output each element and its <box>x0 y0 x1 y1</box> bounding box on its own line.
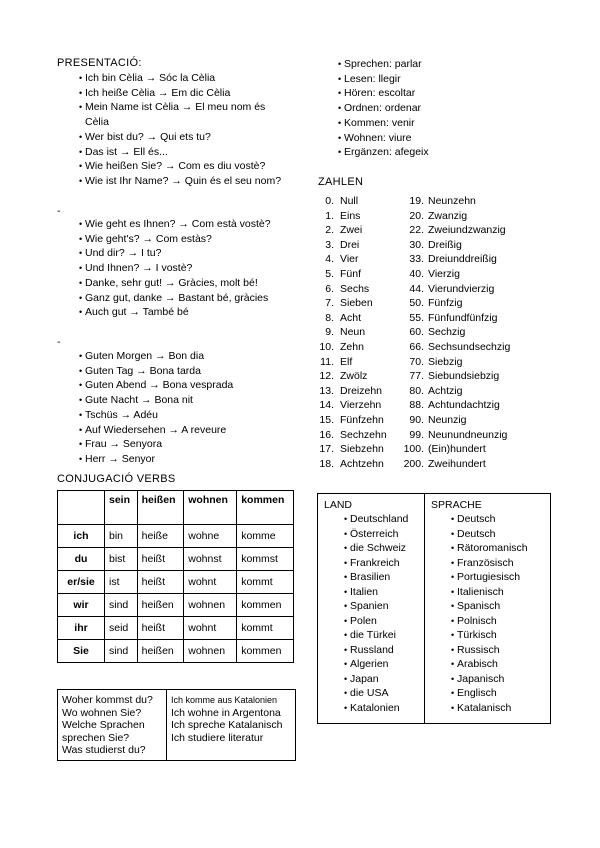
land-item: • Frankreich <box>344 556 424 571</box>
number-digit: 14. <box>319 399 334 412</box>
number-digit: 5. <box>325 267 334 280</box>
number-digit: 15. <box>319 413 334 426</box>
conjugation-cell: seid <box>105 617 138 640</box>
number-digit: 100. <box>403 443 424 456</box>
conjugation-cell: heißt <box>137 571 184 594</box>
question-text: Welche Sprachen sprechen Sie? <box>62 719 145 744</box>
number-digit: 9. <box>325 326 334 339</box>
phrase-item: • Gute Nacht → Bona nit <box>79 393 289 408</box>
number-word: Sechzig <box>428 326 466 339</box>
conjugation-cell: bist <box>105 548 138 571</box>
number-digit: 13. <box>319 384 334 397</box>
number-digit: 99. <box>409 428 424 441</box>
answer-text: Ich studiere literatur <box>171 731 264 744</box>
phrase-item: • Guten Morgen → Bon dia <box>79 349 289 364</box>
verb-item: • Hören: escoltar <box>338 86 518 101</box>
sprache-item: • Italienisch <box>451 585 550 600</box>
number-digit: 4. <box>325 253 334 266</box>
sprache-item: • Englisch <box>451 686 550 701</box>
separator-dash: - <box>57 336 61 348</box>
number-digit: 2. <box>325 224 334 237</box>
pronoun-cell: ihr <box>58 617 105 640</box>
number-word: Neunzig <box>428 413 467 426</box>
number-digit: 200. <box>403 457 424 470</box>
number-row <box>318 238 558 253</box>
presentacio-heading: PRESENTACIÓ: <box>57 57 142 69</box>
number-digit: 8. <box>325 311 334 324</box>
conjugation-cell: komme <box>237 525 294 548</box>
number-word: Siebundsiebzig <box>428 370 500 383</box>
number-digit: 6. <box>325 282 334 295</box>
land-item: • Brasilien <box>344 570 424 585</box>
verb-table-row <box>58 594 294 617</box>
sprache-heading: SPRACHE <box>431 499 482 511</box>
number-row <box>318 355 558 370</box>
sprache-item: • Russisch <box>451 643 550 658</box>
phrase-item: • Ich bin Cèlia → Sóc la Cèlia <box>79 71 289 86</box>
number-digit: 30. <box>409 238 424 251</box>
conjugation-cell: bin <box>105 525 138 548</box>
number-word: Drei <box>340 238 360 251</box>
question-text: Wo wohnen Sie? <box>62 706 142 719</box>
land-item: • Spanien <box>344 599 424 614</box>
conjugation-cell: kommt <box>237 571 294 594</box>
number-digit: 70. <box>409 355 424 368</box>
number-digit: 20. <box>409 209 424 222</box>
number-word: Dreizehn <box>340 384 383 397</box>
verb-table-row <box>58 571 294 594</box>
qa-box <box>57 689 296 761</box>
conjugation-cell: sind <box>105 640 138 663</box>
conjugation-cell: kommen <box>237 640 294 663</box>
verb-item: • Lesen: llegir <box>338 72 518 87</box>
pronoun-cell: Sie <box>58 640 105 663</box>
phrase-item: • Wie heißen Sie? → Com es diu vostè? <box>79 159 289 174</box>
number-word: Elf <box>340 355 353 368</box>
number-digit: 1. <box>325 209 334 222</box>
verb-table-row <box>58 640 294 663</box>
pronoun-cell: wir <box>58 594 105 617</box>
number-word: Fünfzehn <box>340 413 384 426</box>
number-row <box>318 209 558 224</box>
verb-table-row <box>58 525 294 548</box>
number-word: (Ein)hundert <box>428 443 486 456</box>
phrase-item: • Wie ist Ihr Name? → Quin és el seu nom? <box>79 174 289 189</box>
conjugation-cell: heiße <box>137 525 184 548</box>
land-item: • die Türkei <box>344 628 424 643</box>
number-digit: 10. <box>319 340 334 353</box>
number-row <box>318 369 558 384</box>
conjugation-cell: heißen <box>137 594 184 617</box>
number-word: Neunundneunzig <box>428 428 508 441</box>
number-digit: 40. <box>409 267 424 280</box>
number-digit: 90. <box>409 413 424 426</box>
sprache-list <box>451 512 550 715</box>
verb-item: • Sprechen: parlar <box>338 57 518 72</box>
answer-text: Ich komme aus Katalonien <box>171 695 278 705</box>
land-item: • Algerien <box>344 657 424 672</box>
conjugation-cell: kommen <box>237 594 294 617</box>
presentacio-group1 <box>79 71 289 189</box>
phrase-item: • Wie geht's? → Com estàs? <box>79 232 284 247</box>
number-row <box>318 398 558 413</box>
number-digit: 77. <box>409 370 424 383</box>
number-digit: 7. <box>325 297 334 310</box>
number-word: Acht <box>340 311 362 324</box>
verb-table-header <box>58 491 294 525</box>
number-row <box>318 457 558 472</box>
sprache-item: • Katalanisch <box>451 701 550 716</box>
number-word: Dreiunddreißig <box>428 253 497 266</box>
verb-table-row <box>58 548 294 571</box>
verb-column-header: wohnen <box>184 491 237 525</box>
number-word: Sechzehn <box>340 428 387 441</box>
sprache-item: • Arabisch <box>451 657 550 672</box>
number-digit: 50. <box>409 297 424 310</box>
number-digit: 55. <box>409 311 424 324</box>
sprache-item: • Japanisch <box>451 672 550 687</box>
verb-table-row <box>58 617 294 640</box>
verb-column-header: kommen <box>237 491 294 525</box>
sprache-item: • Portugiesisch <box>451 570 550 585</box>
verb-item: • Kommen: venir <box>338 116 518 131</box>
pronoun-cell: ich <box>58 525 105 548</box>
number-word: Null <box>340 195 359 207</box>
land-item: • Deutschland <box>344 512 424 527</box>
number-word: Zweihundert <box>428 457 486 470</box>
konjugacio-heading: CONJUGACIÓ VERBS <box>57 473 176 485</box>
number-digit: 19. <box>409 195 424 207</box>
number-digit: 33. <box>409 253 424 266</box>
presentacio-group2 <box>79 217 284 320</box>
phrase-item: • Mein Name ist Cèlia → El meu nom és Cèlia <box>79 100 289 129</box>
sprache-item: • Spanisch <box>451 599 550 614</box>
verb-table <box>57 490 294 663</box>
verb-table-corner <box>58 491 105 525</box>
number-word: Achtzig <box>428 384 463 397</box>
sprache-item: • Deutsch <box>451 512 550 527</box>
number-word: Siebzig <box>428 355 463 368</box>
land-item: • Japan <box>344 672 424 687</box>
number-word: Siebzehn <box>340 443 384 456</box>
phrase-item: • Ich heiße Cèlia → Em dic Cèlia <box>79 86 289 101</box>
sprache-item: • Rätoromanisch <box>451 541 550 556</box>
number-word: Neunzehn <box>428 195 476 207</box>
answer-text: Ich wohne in Argentona <box>171 706 281 719</box>
pronoun-cell: du <box>58 548 105 571</box>
sprache-column <box>425 494 550 723</box>
sprache-item: • Französisch <box>451 556 550 571</box>
presentacio-group3 <box>79 349 289 467</box>
number-digit: 80. <box>409 384 424 397</box>
land-item: • die Schweiz <box>344 541 424 556</box>
number-digit: 3. <box>325 238 334 251</box>
phrase-item: • Wer bist du? → Qui ets tu? <box>79 130 289 145</box>
number-digit: 44. <box>409 282 424 295</box>
phrase-item: • Guten Tag → Bona tarda <box>79 364 289 379</box>
land-column <box>318 494 425 723</box>
zahlen-list <box>318 194 558 471</box>
phrase-item: • Und dir? → I tu? <box>79 246 284 261</box>
question-text: Woher kommst du? <box>62 694 153 706</box>
number-word: Fünf <box>340 267 362 280</box>
sprache-item: • Türkisch <box>451 628 550 643</box>
number-row <box>318 223 558 238</box>
number-row <box>318 252 558 267</box>
conjugation-cell: kommt <box>237 617 294 640</box>
separator-dash: - <box>57 205 61 217</box>
land-item: • Russland <box>344 643 424 658</box>
number-word: Zwölz <box>340 370 368 383</box>
conjugation-cell: ist <box>105 571 138 594</box>
number-digit: 16. <box>319 428 334 441</box>
number-digit: 60. <box>409 326 424 339</box>
number-word: Vier <box>340 253 359 266</box>
number-word: Fünfzig <box>428 297 463 310</box>
verb-item: • Ordnen: ordenar <box>338 101 518 116</box>
sprache-item: • Deutsch <box>451 527 550 542</box>
number-row <box>318 442 558 457</box>
conjugation-cell: kommst <box>237 548 294 571</box>
land-item: • Polen <box>344 614 424 629</box>
conjugation-cell: wohnen <box>184 640 237 663</box>
conjugation-cell: heißen <box>137 640 184 663</box>
conjugation-cell: wohnt <box>184 571 237 594</box>
pronoun-cell: er/sie <box>58 571 105 594</box>
land-item: • Katalonien <box>344 701 424 716</box>
phrase-item: • Herr → Senyor <box>79 452 289 467</box>
number-row <box>318 428 558 443</box>
number-word: Zweiundzwanzig <box>428 224 506 237</box>
land-item: • Italien <box>344 585 424 600</box>
phrase-item: • Wie geht es Ihnen? → Com està vostè? <box>79 217 284 232</box>
verb-vocabulary <box>338 57 518 160</box>
verb-column-header: sein <box>105 491 138 525</box>
conjugation-cell: wohnst <box>184 548 237 571</box>
number-row <box>318 384 558 399</box>
conjugation-cell: heißt <box>137 548 184 571</box>
number-word: Fünfundfünfzig <box>428 311 498 324</box>
number-row <box>318 194 558 209</box>
number-word: Sechs <box>340 282 370 295</box>
land-sprache-box <box>317 493 551 724</box>
land-item: • die USA <box>344 686 424 701</box>
conjugation-cell: wohnen <box>184 594 237 617</box>
number-row <box>318 413 558 428</box>
phrase-item: • Auf Wiedersehen → A reveure <box>79 423 289 438</box>
number-digit: 18. <box>319 457 334 470</box>
conjugation-cell: heißt <box>137 617 184 640</box>
number-word: Achtzehn <box>340 457 384 470</box>
number-row <box>318 282 558 297</box>
number-word: Zwei <box>340 224 363 237</box>
number-word: Vierzig <box>428 267 460 280</box>
number-word: Vierundvierzig <box>428 282 495 295</box>
phrase-item: • Und Ihnen? → I vostè? <box>79 261 284 276</box>
phrase-item: • Das ist → Ell és... <box>79 145 289 160</box>
number-row <box>318 267 558 282</box>
verb-column-header: heißen <box>137 491 184 525</box>
number-word: Zehn <box>340 340 364 353</box>
number-word: Sieben <box>340 297 373 310</box>
number-digit: 0. <box>325 195 334 207</box>
number-digit: 66. <box>409 340 424 353</box>
land-list <box>344 512 424 715</box>
number-word: Sechsundsechzig <box>428 340 511 353</box>
sprache-item: • Polnisch <box>451 614 550 629</box>
number-digit: 22. <box>409 224 424 237</box>
number-word: Achtundachtzig <box>428 399 500 412</box>
answers-column <box>167 690 295 760</box>
verb-item: • Wohnen: viure <box>338 131 518 146</box>
phrase-item: • Auch gut → També bé <box>79 305 284 320</box>
number-row <box>318 296 558 311</box>
land-item: • Österreich <box>344 527 424 542</box>
answer-text: Ich spreche Katalanisch <box>171 719 283 731</box>
conjugation-cell: sind <box>105 594 138 617</box>
phrase-item: • Danke, sehr gut! → Gràcies, molt bé! <box>79 276 284 291</box>
number-digit: 88. <box>409 399 424 412</box>
phrase-item: • Guten Abend → Bona vesprada <box>79 378 289 393</box>
number-word: Dreißig <box>428 238 462 251</box>
phrase-item: • Tschüs → Adéu <box>79 408 289 423</box>
number-digit: 17. <box>319 443 334 456</box>
conjugation-cell: wohnt <box>184 617 237 640</box>
verb-item: • Ergänzen: afegeix <box>338 145 518 160</box>
phrase-item: • Ganz gut, danke → Bastant bé, gràcies <box>79 291 284 306</box>
number-word: Neun <box>340 326 366 339</box>
number-word: Zwanzig <box>428 209 468 222</box>
number-digit: 11. <box>320 355 334 368</box>
question-text: Was studierst du? <box>62 744 146 756</box>
zahlen-heading: ZAHLEN <box>318 176 364 188</box>
conjugation-cell: wohne <box>184 525 237 548</box>
number-word: Vierzehn <box>340 399 382 412</box>
questions-column <box>58 690 167 760</box>
number-row <box>318 325 558 340</box>
number-row <box>318 311 558 326</box>
number-digit: 12. <box>319 370 334 383</box>
land-heading: LAND <box>324 499 353 511</box>
phrase-item: • Frau → Senyora <box>79 437 289 452</box>
number-word: Eins <box>340 209 361 222</box>
number-row <box>318 340 558 355</box>
